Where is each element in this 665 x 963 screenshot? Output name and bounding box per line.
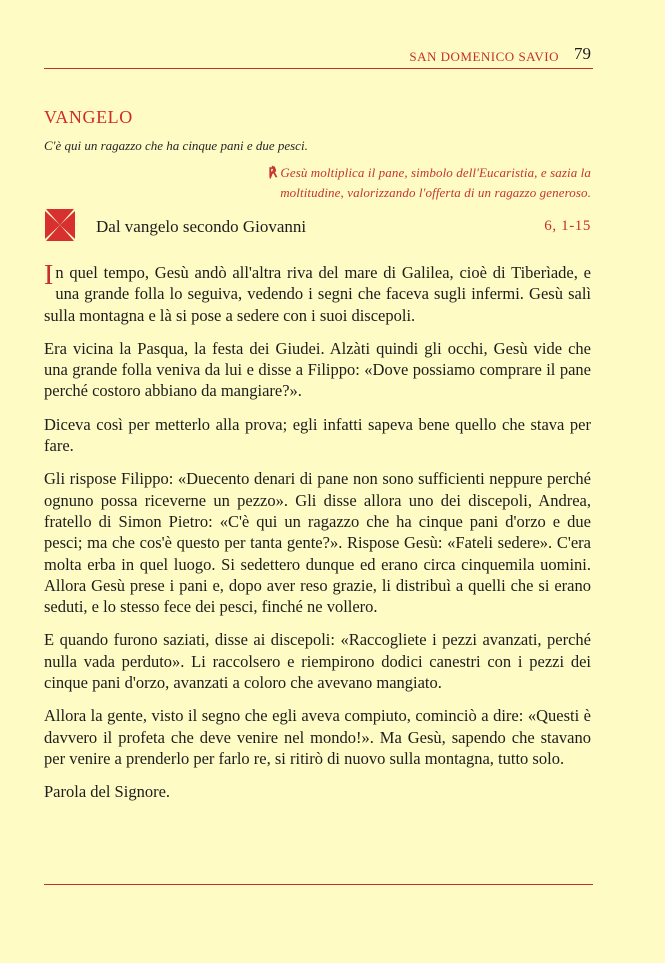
reading-summary — [220, 163, 591, 203]
page-header — [44, 44, 593, 69]
paragraph-4: Gli rispose Filippo: «Duecento denari di pane non sono sufficienti neppure perché ognuno possa riceverne un pezzo». Gli disse allora uno dei discepoli, Andrea, fratello di Simon Pietro: «C'è qui un ragazzo che ha cinque pani d'orzo e due pesci; ma che cos'è questo per tanta gente?». Rispose Gesù: «Fateli sedere». C'era molta erba in quel luogo. Si sedettero dunque ed erano circa cinquemila uomini. Allora Gesù prese i pani e, dopo aver reso grazie, li distribuì a quelli che si erano seduti, e lo stesso fece dei pesci, finché ne vollero. — [44, 469, 591, 617]
gospel-source: Dal vangelo secondo Giovanni — [96, 217, 307, 236]
paragraph-6: Allora la gente, visto il segno che egli aveva compiuto, cominciò a dire: «Questi è davvero il profeta che deve venire nel mondo!». Ma Gesù, sapendo che stavano per venire a prenderlo per farlo re, si ritirò di nuovo sulla montagna, tutto solo. — [44, 706, 591, 768]
paragraph-5: E quando furono saziati, disse ai discepoli: «Raccogliete i pezzi avanzati, perché nulla vada perduto». Li raccolsero e riempirono dodici canestri con i pezzi dei cinque pani d'orzo, avanzati a coloro che avevano mangiato. — [44, 630, 591, 693]
response-marker: ℟ — [268, 165, 278, 180]
paragraph-2: Era vicina la Pasqua, la festa dei Giudei. Alzàti quindi gli occhi, Gesù vide che una grande folla veniva da lui e disse a Filippo: «Dove possiamo comprare il pane perché costoro abbiano da mangiare?». — [44, 338, 591, 401]
running-title: SAN DOMENICO SAVIO — [409, 49, 559, 64]
summary-line-1: Gesù moltiplica il pane, simbolo dell'Eucaristia, e sazia la — [280, 165, 591, 180]
paragraph-1-text: n quel tempo, Gesù andò all'altra riva del mare di Galilea, cioè di Tiberìade, e una grande folla lo seguiva, vedendo i segni che faceva sugli infermi. Gesù salì sulla montagna e là si pose a sedere con i suoi discepoli. — [44, 263, 591, 325]
closing-acclamation: Parola del Signore. — [44, 782, 171, 802]
red-maltese-cross-icon — [44, 208, 76, 242]
gospel-text — [44, 262, 591, 815]
paragraph-1 — [44, 262, 591, 326]
page-number: 79 — [574, 44, 591, 63]
gospel-reference: 6, 1-15 — [544, 218, 591, 234]
footer-rule — [44, 884, 593, 885]
antiphon: C'è qui un ragazzo che ha cinque pani e due pesci. — [44, 138, 308, 153]
initial-letter: I — [44, 260, 54, 291]
section-title: VANGELO — [44, 107, 133, 127]
paragraph-3: Diceva così per metterlo alla prova; egli infatti sapeva bene quello che stava per fare. — [44, 414, 591, 456]
summary-line-2: moltitudine, valorizzando l'offerta di un ragazzo generoso. — [280, 185, 591, 200]
